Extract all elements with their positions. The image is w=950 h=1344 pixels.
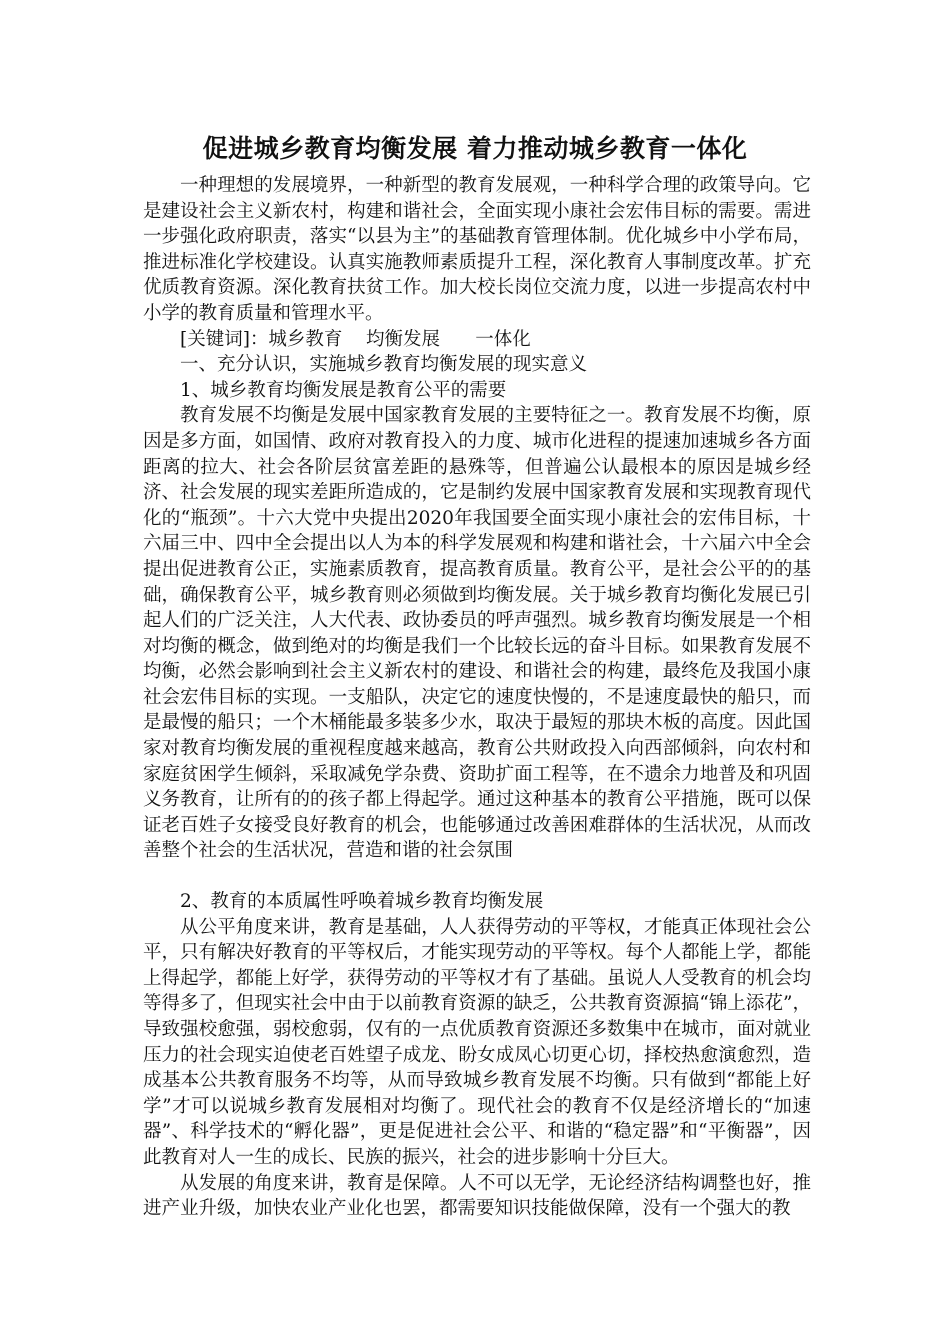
subsection-heading: 2、教育的本质属性呼唤着城乡教育均衡发展 [180,891,544,913]
body-paragraph: 教育发展不均衡是发展中国家教育发展的主要特征之一。教育发展不均衡，原因是多方面，如国情、政府对教育投入的力度、城市化进程的提速加速城乡各方面距离的拉大、社会各阶层贫富差距的悬殊等，但普遍公认最根本的原因是城乡经济、社会发展的现实差距所造成的，它是制约发展中国家教育发展和实现教育现代化的“瓶颈”。十六大党中央提出2020年我国要全面实现小康社会的宏伟目标，十六届三中、四中全会提出以人为本的科学发展观和构建和谐社会，十六届六中全会提出促进教育公正，实施素质教育，提高教育质量。教育公平，是社会公平的的基础，确保教育公平，城乡教育则必须做到均衡发展。关于城乡教育均衡化发展已引起人们的广泛关注，人大代表、政协委员的呼声强烈。城乡教育均衡发展是一个相对均衡的概念，做到绝对的均衡是我们一个比较长远的奋斗目标。如果教育发展不均衡，必然会影响到社会主义新农村的建设、和谐社会的构建，最终危及我国小康社会宏伟目标的实现。一支船队，决定它的速度快慢的，不是速度最快的船只，而是最慢的船只；一个木桶能最多装多少水，取决于最短的那块木板的高度。因此国家对教育均衡发展的重视程度越来越高，教育公共财政投入向西部倾斜，向农村和家庭贫困学生倾斜，采取减免学杂费、资助扩面工程等，在不遗余力地普及和巩固义务教育，让所有的的孩子都上得起学。通过这种基本的教育公平措施，既可以保证老百姓子女接受良好教育的机会，也能够通过改善困难群体的生活状况，从而改善整个社会的生活状况，营造和谐的社会氛围 [143,405,811,862]
document-body [143,173,811,1222]
keywords-line: [关键词]：城乡教育 均衡发展 一体化 [180,328,531,350]
body-paragraph: 从公平角度来讲，教育是基础，人人获得劳动的平等权，才能真正体现社会公平，只有解决好教育的平等权后，才能实现劳动的平等权。每个人都能上学，都能上得起学，都能上好学，获得劳动的平等权才有了基础。虽说人人受教育的机会均等得多了，但现实社会中由于以前教育资源的缺乏，公共教育资源搞“锦上添花”，导致强校愈强，弱校愈弱，仅有的一点优质教育资源还多数集中在城市，面对就业压力的社会现实迫使老百姓望子成龙、盼女成凤心切更心切，择校热愈演愈烈，造成基本公共教育服务不均等，从而导致城乡教育发展不均衡。只有做到“都能上好学”才可以说城乡教育发展相对均衡了。现代社会的教育不仅是经济增长的“加速器”、科学技术的“孵化器”，更是促进社会公平、和谐的“稳定器”和“平衡器”，因此教育对人一生的成长、民族的振兴，社会的进步影响十分巨大。 [143,916,811,1168]
body-paragraph: 从发展的角度来讲，教育是保障。人不可以无学，无论经济结构调整也好，推进产业升级，加快农业产业化也罢，都需要知识技能做保障，没有一个强大的教 [143,1172,811,1220]
abstract-paragraph: 一种理想的发展境界，一种新型的教育发展观，一种科学合理的政策导向。它是建设社会主义新农村，构建和谐社会，全面实现小康社会宏伟目标的需要。需进一步强化政府职责，落实“以县为主”的基础教育管理体制。优化城乡中小学布局，推进标准化学校建设。认真实施教师素质提升工程，深化教育人事制度改革。扩充优质教育资源。深化教育扶贫工作。加大校长岗位交流力度，以进一步提高农村中小学的教育质量和管理水平。 [143,175,811,324]
section-heading: 一、充分认识，实施城乡教育均衡发展的现实意义 [180,354,588,376]
paragraph-gap [143,864,811,889]
subsection-heading: 1、城乡教育均衡发展是教育公平的需要 [180,379,507,401]
document-title: 促进城乡教育均衡发展 着力推动城乡教育一体化 [202,134,748,163]
